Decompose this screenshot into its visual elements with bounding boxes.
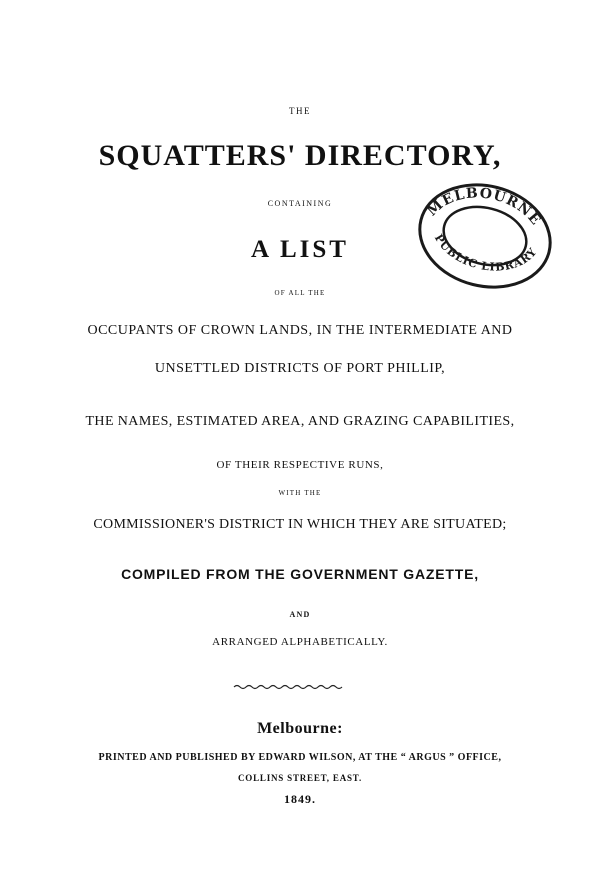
imprint-place: Melbourne:	[257, 720, 343, 737]
imprint-street: COLLINS STREET, EAST.	[237, 773, 362, 783]
compiled-line: COMPILED FROM THE GOVERNMENT GAZETTE,	[121, 566, 479, 582]
svg-text:MELBOURNE: MELBOURNE	[424, 185, 544, 229]
book-title: SQUATTERS' DIRECTORY,	[98, 139, 502, 172]
imprint-publisher: PRINTED AND PUBLISHED BY EDWARD WILSON, AT THE “ ARGUS ” OFFICE,	[98, 752, 502, 763]
unsettled-line: UNSETTLED DISTRICTS OF PORT PHILLIP,	[154, 361, 446, 376]
occupants-line: OCCUPANTS OF CROWN LANDS, IN THE INTERMEDIATE AND	[87, 323, 513, 338]
arranged-line: ARRANGED ALPHABETICALLY.	[212, 636, 388, 648]
library-stamp-icon	[410, 176, 560, 296]
title-article: THE	[289, 106, 311, 116]
commissioner-line: COMMISSIONER'S DISTRICT IN WHICH THEY ARE SITUATED;	[93, 517, 507, 532]
a-list-heading: A LIST	[251, 236, 349, 263]
runs-line: OF THEIR RESPECTIVE RUNS,	[216, 459, 384, 471]
with-the-label: WITH THE	[278, 489, 322, 497]
svg-text:PUBLIC LIBRARY: PUBLIC LIBRARY	[431, 231, 540, 274]
names-line: THE NAMES, ESTIMATED AREA, AND GRAZING CAPABILITIES,	[85, 414, 515, 429]
of-all-the-label: OF ALL THE	[274, 289, 326, 297]
library-stamp	[410, 176, 560, 296]
and-label: AND	[289, 610, 311, 619]
containing-label: CONTAINING	[267, 199, 333, 208]
imprint-year: 1849.	[284, 792, 316, 806]
wavy-rule-ornament	[232, 682, 344, 692]
